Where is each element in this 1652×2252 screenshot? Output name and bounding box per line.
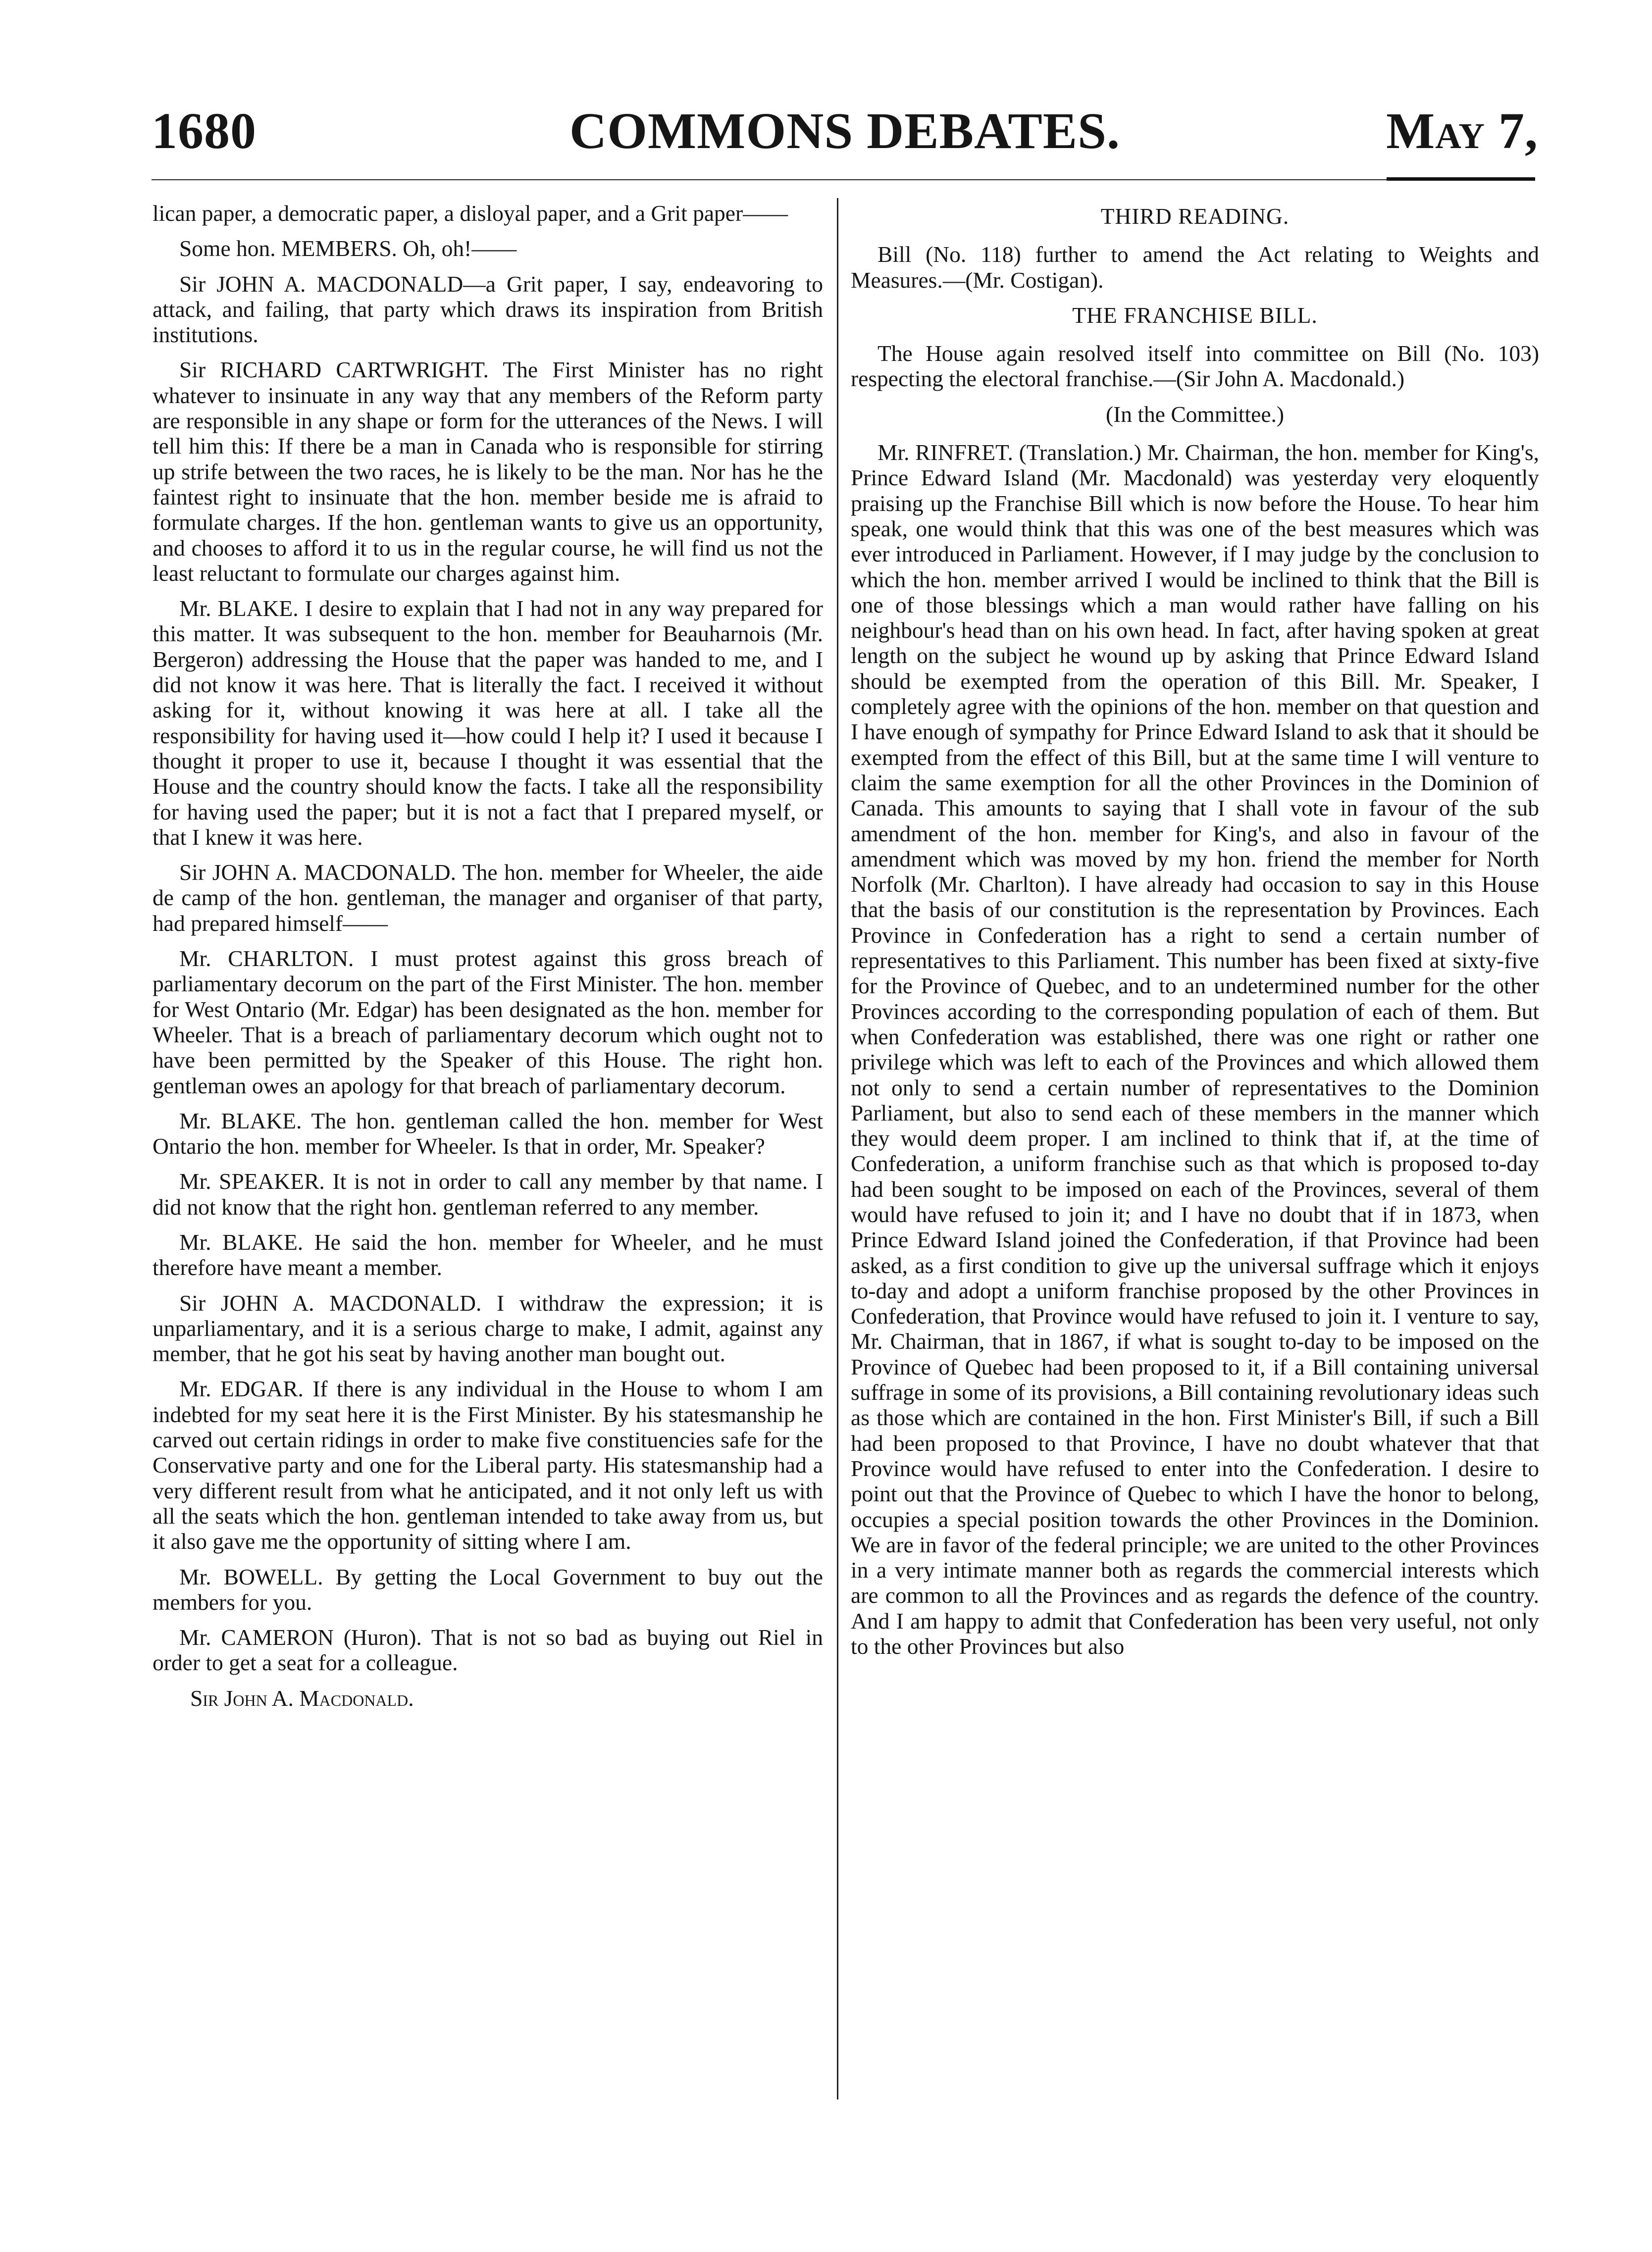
header-rule (152, 179, 1394, 180)
paragraph: The House again resolved itself into committee on Bill (No. 103) respecting the electoral franchise.—(Sir John A. Macdonald.) (851, 341, 1539, 392)
paragraph: Mr. BLAKE. He said the hon. member for Wheeler, and he must therefore have meant a member. (153, 1229, 823, 1280)
paragraph: Some hon. MEMBERS. Oh, oh!—— (179, 236, 517, 261)
paragraph: Mr. CAMERON (Huron). That is not so bad as buying out Riel in order to get a seat for a colleague. (153, 1625, 823, 1676)
page-header (152, 102, 1538, 161)
left-column (153, 201, 823, 1711)
paragraph: Mr. CHARLTON. I must protest against this gross breach of parliamentary decorum on the part of the First Minister. The hon. member for West Ontario (Mr. Edgar) has been designated as the hon. member for Wheeler. That is a breach of parliamentary decorum which ought not to have been permitted by the Speaker of this House. The right hon. gentleman owes an apology for that breach of parliamentary decorum. (153, 946, 823, 1098)
section-heading: THIRD READING. (1100, 204, 1290, 229)
paragraph: Mr. EDGAR. If there is any individual in the House to whom I am indebted for my seat here it is the First Minister. By his statesmanship he carved out certain ridings in order to make five constituencies safe for the Conservative party and one for the Liberal party. His statesmanship had a very different result from what he anticipated, and it not only left us with all the seats which the hon. gentleman intended to take away from us, but it also gave me the opportunity of sitting where I am. (153, 1376, 823, 1554)
paragraph: Mr. SPEAKER. It is not in order to call any member by that name. I did not know that the right hon. gentleman referred to any member. (153, 1169, 823, 1220)
publication-title: COMMONS DEBATES. (569, 102, 1120, 159)
paragraph: Bill (No. 118) further to amend the Act relating to Weights and Measures.—(Mr. Costigan). (851, 242, 1539, 293)
paragraph: Sir JOHN A. MACDONALD—a Grit paper, I say, endeavoring to attack, and failing, that party which draws its inspiration from British institutions. (153, 271, 823, 348)
paragraph: Mr. BLAKE. I desire to explain that I had not in any way prepared for this matter. It was subsequent to the hon. member for Beauharnois (Mr. Bergeron) addressing the House that the paper was handed to me, and I did not know it was here. That is literally the fact. I received it without asking for it, without knowing it was here at all. I take all the responsibility for having used it—how could I help it? I used it because I thought it proper to use it, because I thought it was essential that the House and the country should know the facts. I take all the responsibility for having used the paper; but it is not a fact that I prepared myself, or that I knew it was here. (153, 596, 823, 850)
page-date: May 7, (1386, 102, 1538, 159)
paragraph: Mr. RINFRET. (Translation.) Mr. Chairman, the hon. member for King's, Prince Edward Island (Mr. Macdonald) was yesterday very eloquently praising up the Franchise Bill which is now before the House. To hear him speak, one would think that this was one of the best measures which was ever introduced in Parliament. However, if I may judge by the conclusion to which the hon. member arrived I would be inclined to think that the Bill is one of those blessings which a man would rather have falling on his neighbour's head than on his own head. In fact, after having spoken at great length on the subject he wound up by asking that Prince Edward Island should be exempted from the operation of this Bill. Mr. Speaker, I completely agree with the opinions of the hon. member on that question and I have enough of sympathy for Prince Edward Island to ask that it should be exempted from the effect of this Bill, but at the same time I will venture to claim the same exemption for all the other Provinces in the Dominion of Canada. This amounts to saying that I shall vote in favour of the sub amendment of the hon. member for King's, and also in favour of the amendment which was moved by my hon. friend the member for North Norfolk (Mr. Charlton). I have already had occasion to say in this House that the basis of our constitution is the representation by Provinces. Each Province in Confederation has a right to send a certain number of representatives to this Parliament. This number has been fixed at sixty-five for the Province of Quebec, and to an undetermined number for the other Provinces according to the corresponding population of each of them. But when Confederation was established, there was one right or rather one privilege which was left to each of the Provinces and which allowed them not only to send a certain number of representatives to the Dominion Parliament, but also to send each of these members in the manner which they would deem proper. I am inclined to think that if, at the time of Confederation, a uniform franchise such as that which is proposed to-day had been sought to be imposed on each of the Provinces, several of them would have refused to join it; and I have no doubt that if in 1873, when Prince Edward Island joined the Confederation, if that Province had been asked, as a first condition to give up the universal suffrage which it enjoys to-day and adopt a uniform franchise proposed by the other Provinces in Confederation, that Province would have refused to join it. I venture to say, Mr. Chairman, that in 1867, if what is sought to-day to be imposed on the Province of Quebec had been proposed to it, if a Bill containing universal suffrage in some of its provisions, a Bill containing revolutionary ideas such as those which are contained in the hon. First Minister's Bill, if such a Bill had been proposed to that Province, I have no doubt whatever that that Province would have refused to enter into the Confederation. I desire to point out that the Province of Quebec to which I have the honor to belong, occupies a special position towards the other Provinces in the Dominion. We are in favor of the federal principle; we are united to the other Provinces in a very intimate manner both as regards the commercial interests which are common to all the Provinces and as regards the defence of the country. And I am happy to admit that Confederation has been very useful, not only to the other Provinces but also (851, 440, 1539, 1659)
paragraph: Mr. BLAKE. The hon. gentleman called the hon. member for West Ontario the hon. member for Wheeler. Is that in order, Mr. Speaker? (153, 1108, 823, 1159)
page-number: 1680 (152, 102, 257, 159)
paragraph: Mr. BOWELL. By getting the Local Government to buy out the members for you. (153, 1564, 823, 1615)
paragraph: Sir JOHN A. MACDONALD. The hon. member for Wheeler, the aide de camp of the hon. gentleman, the manager and organiser of that party, had prepared himself—— (153, 860, 823, 936)
right-column (851, 201, 1539, 1669)
header-rule-accent (1387, 177, 1535, 181)
column-divider (837, 198, 838, 2099)
paragraph: Sir RICHARD CARTWRIGHT. The First Minister has no right whatever to insinuate in any way that any members of the Reform party are responsible in any shape or form for the utterances of the News. I will tell him this: If there be a man in Canada who is responsible for stirring up strife between the two races, he is likely to be the man. Nor has he the faintest right to insinuate that the hon. member beside me is afraid to formulate charges. If the hon. gentleman wants to give us an opportunity, and chooses to afford it to us in the regular course, he will find us not the least reluctant to formulate our charges against him. (153, 357, 823, 586)
section-heading: THE FRANCHISE BILL. (1072, 302, 1318, 328)
committee-note: (In the Committee.) (1105, 401, 1285, 427)
signature-line: Sir John A. Macdonald. (190, 1685, 414, 1711)
paragraph: Sir JOHN A. MACDONALD. I withdraw the expression; it is unparliamentary, and it is a serious charge to make, I admit, against any member, that he got his seat by having another man bought out. (153, 1290, 823, 1367)
paragraph: lican paper, a democratic paper, a disloyal paper, and a Grit paper—— (153, 201, 788, 226)
